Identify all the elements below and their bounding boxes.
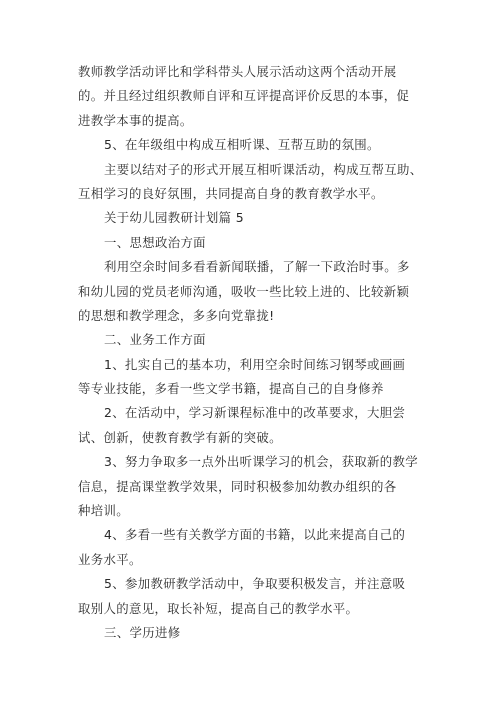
text-line: 试、创新，使教育教学有新的突破。 [78, 429, 282, 445]
list-item: 1、扎实自己的基本功，利用空余时间练习钢琴或画画 [104, 356, 406, 372]
text-line: 业务水平。 [78, 551, 142, 567]
list-item-heading: 5、在年级组中构成互相听课、互帮互助的氛围。 [104, 137, 380, 153]
text-line: 种培训。 [78, 503, 129, 519]
list-item: 5、参加教研教学活动中，争取要积极发言，并注意吸 [104, 576, 406, 592]
text-line: 教师教学活动评比和学科带头人展示活动这两个活动开展 [78, 64, 397, 79]
text-line: 互相学习的良好氛围，共同提高自身的教育教学水平。 [78, 185, 384, 201]
text-line: 信息，提高课堂教学效果，同时积极参加幼教办组织的各 [78, 478, 397, 494]
text-line: 利用空余时间多看看新闻联播，了解一下政治时事。多 [104, 259, 410, 275]
text-line: 和幼儿园的党员老师沟通，吸收一些比较上进的、比较新颖 [78, 283, 410, 299]
text-line: 的。并且经过组织教师自评和互评提高评价反思的本事，促 [78, 88, 410, 104]
list-item: 2、在活动中，学习新课程标准中的改革要求，大胆尝 [104, 405, 406, 421]
section-heading: 一、思想政治方面 [104, 234, 206, 250]
list-item: 4、多看一些有关教学方面的书籍，以此来提高自己的 [104, 527, 406, 543]
document-page [78, 60, 430, 645]
text-line: 进教学本事的提高。 [78, 112, 193, 128]
text-line: 主要以结对子的形式开展互相听课活动，构成互帮互助、 [104, 161, 423, 177]
section-heading: 二、业务工作方面 [104, 332, 206, 348]
text-line: 的思想和教学理念，多多向党靠拢! [78, 307, 275, 323]
section-heading: 三、学历进修 [104, 624, 181, 640]
text-line: 等专业技能，多看一些文学书籍，提高自己的自身修养 [78, 381, 384, 397]
text-line: 取别人的意见，取长补短，提高自己的教学水平。 [78, 600, 359, 616]
section-title: 关于幼儿园教研计划篇 5 [104, 210, 244, 226]
list-item: 3、努力争取多一点外出听课学习的机会，获取新的教学 [104, 454, 419, 470]
